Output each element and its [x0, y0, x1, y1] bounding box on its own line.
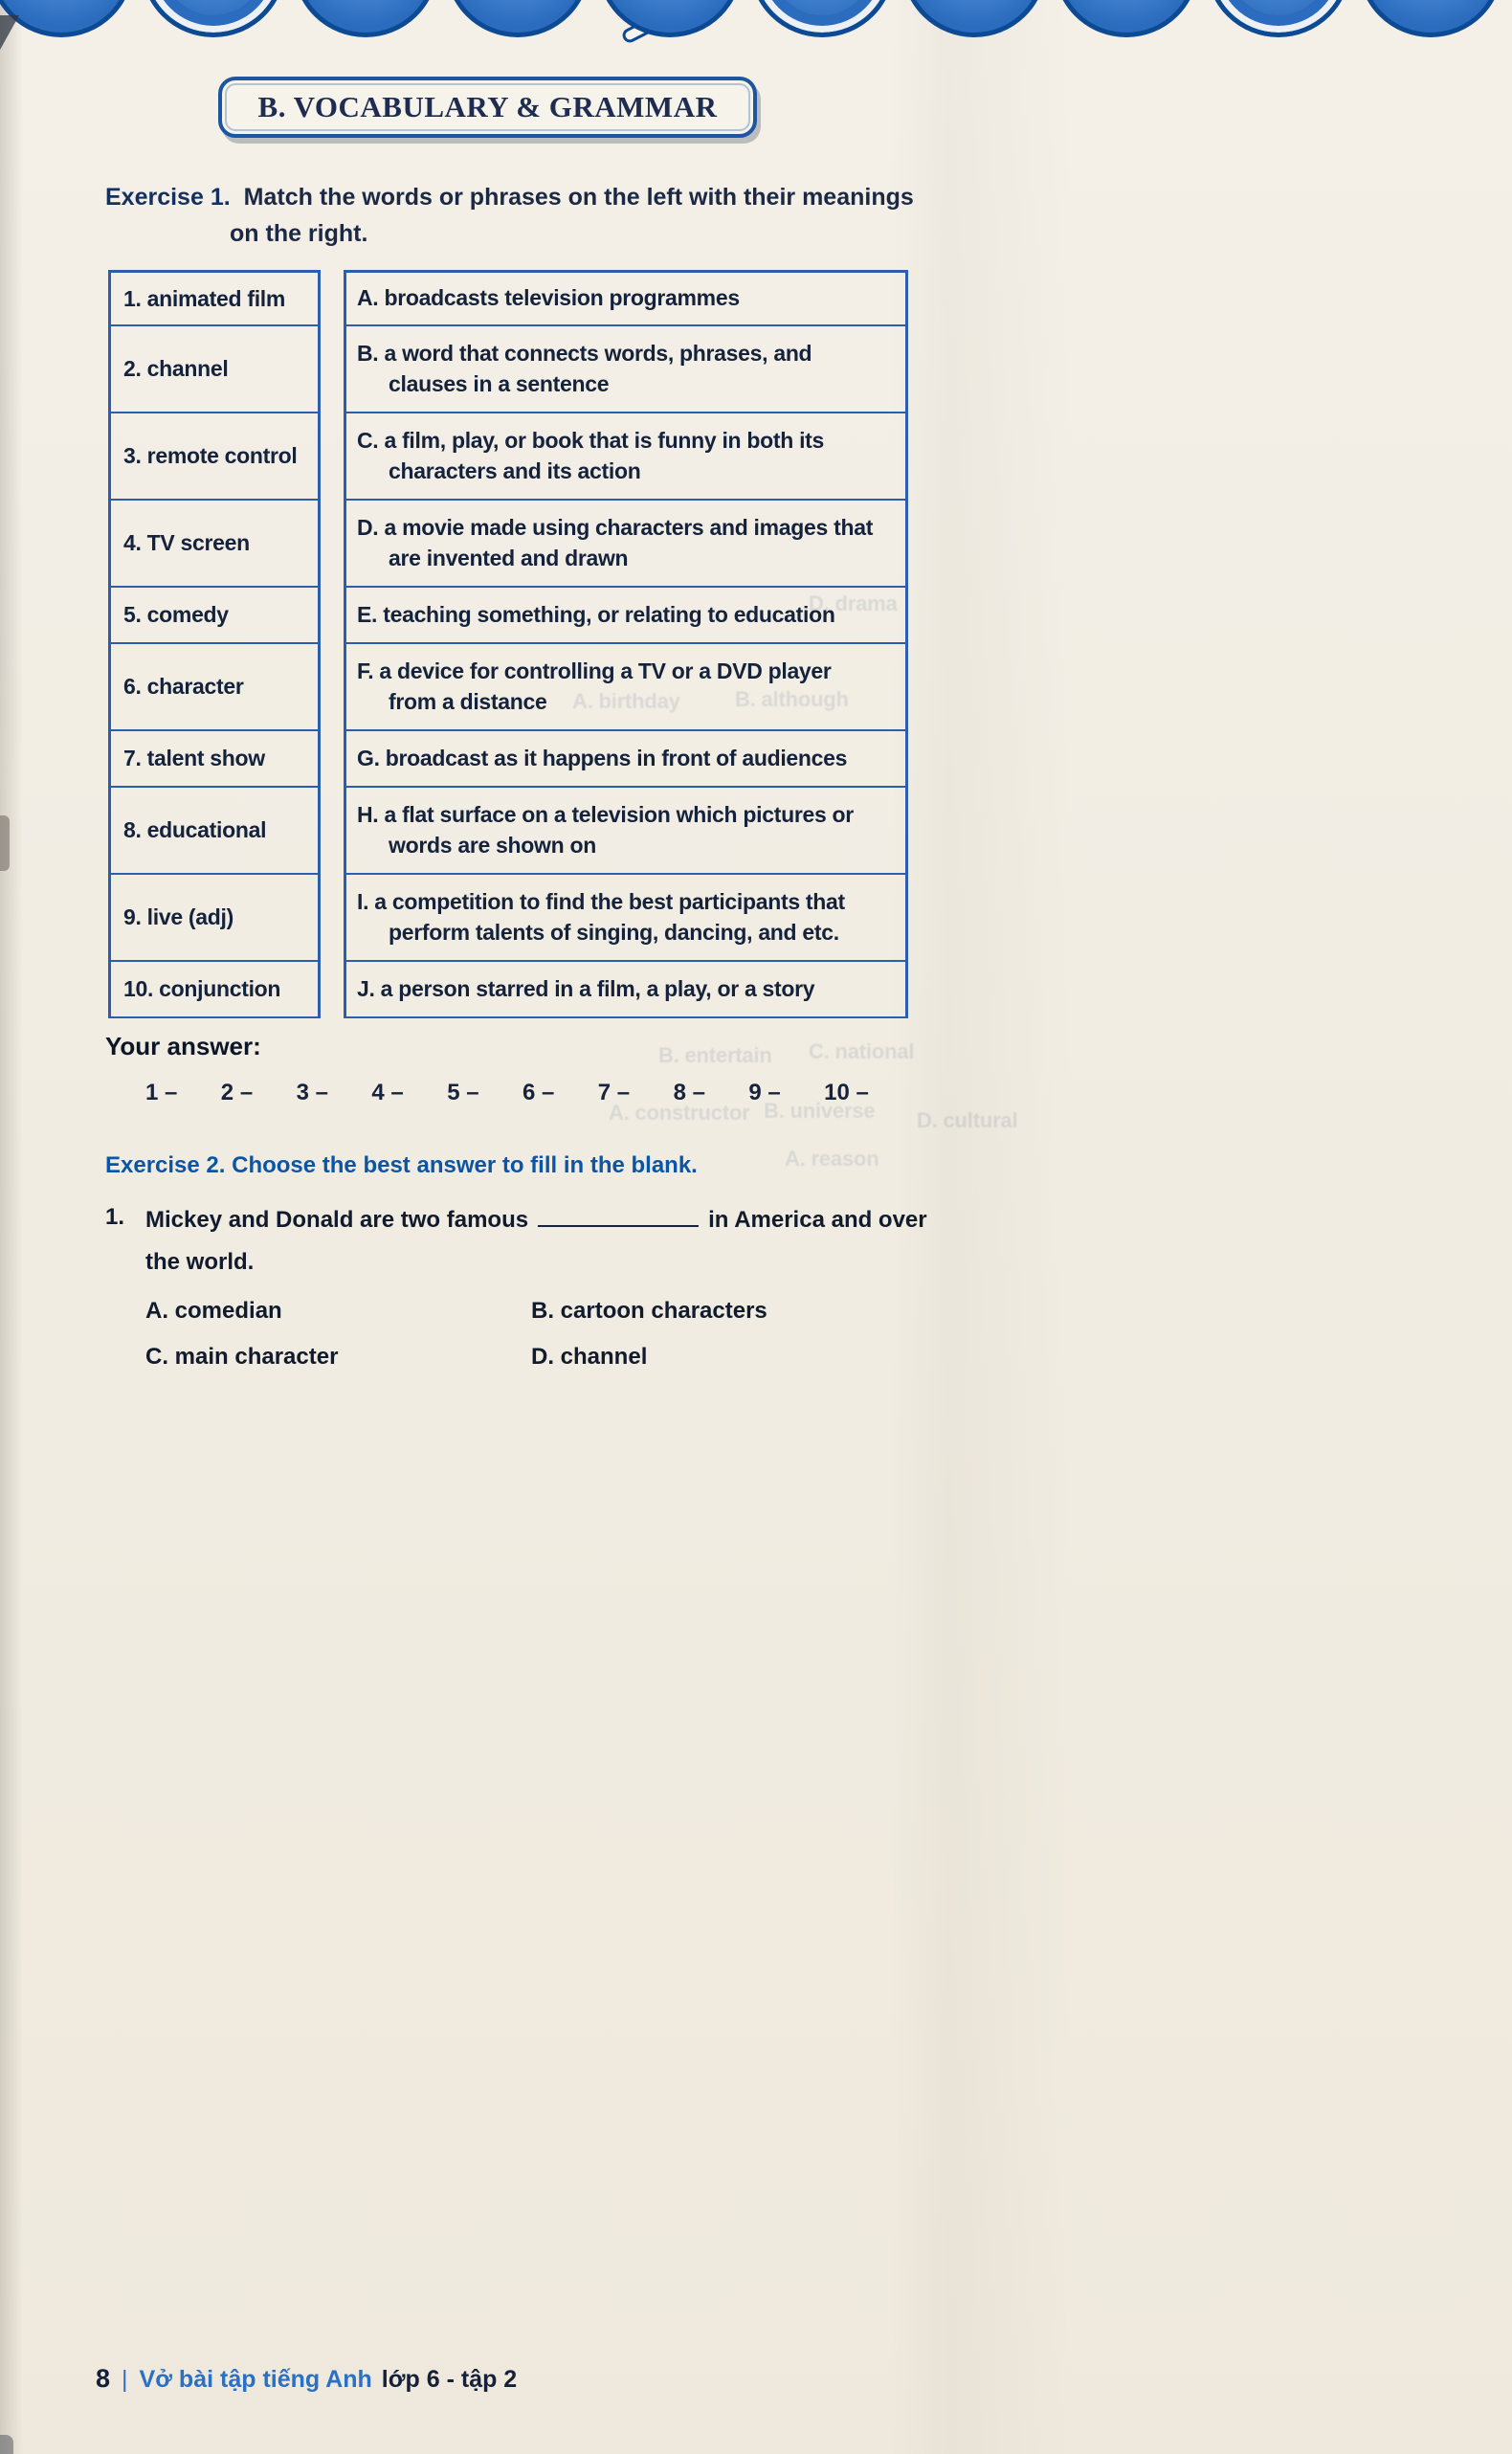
section-title-box — [218, 77, 757, 138]
match-right-cell — [344, 326, 908, 413]
match-right-item-text: characters and its action — [389, 457, 641, 483]
bleedthrough-text: C. national — [809, 1039, 915, 1063]
bleedthrough-text: D. drama — [809, 591, 898, 615]
match-column-gap — [321, 501, 344, 588]
question-number: 1. — [105, 1204, 125, 1230]
match-right-cell — [344, 270, 908, 326]
match-left-cell — [108, 501, 321, 588]
option-a: A. comedian — [145, 1298, 282, 1324]
match-left-cell — [108, 326, 321, 413]
exercise1-instructions-line2: on the right. — [230, 220, 368, 247]
bleedthrough-text: D. cultural — [917, 1108, 1018, 1132]
match-left-cell — [108, 644, 321, 731]
scallop-circle — [901, 0, 1047, 37]
scan-corner-smudge — [0, 2435, 13, 2454]
match-right-cell — [344, 731, 908, 788]
page-corner-mark — [0, 15, 19, 50]
answer-blank: 4 – — [371, 1080, 404, 1105]
match-right-item-text: I. a competition to find the best participants that — [357, 888, 845, 914]
match-right-item-text: F. a device for controlling a TV or a DVD player — [357, 658, 832, 683]
answer-blank: 1 – — [145, 1080, 178, 1105]
match-column-gap — [321, 326, 344, 413]
question-text — [145, 1204, 947, 1276]
question-1 — [105, 1204, 947, 1276]
match-right-item-text: perform talents of singing, dancing, and etc. — [389, 919, 839, 945]
book-title: Vở bài tập tiếng Anh — [139, 2366, 372, 2393]
match-right-cell — [344, 413, 908, 501]
match-right-item-text: J. a person starred in a film, a play, or a story — [357, 975, 815, 1001]
match-left-cell — [108, 270, 321, 326]
answer-blank: 3 – — [296, 1080, 328, 1105]
match-left-cell — [108, 962, 321, 1018]
question-text-line2: the world. — [145, 1249, 255, 1275]
bleedthrough-text: B. although — [735, 687, 849, 711]
bleedthrough-text: A. reason — [785, 1147, 879, 1171]
book-volume: lớp 6 - tập 2 — [381, 2366, 518, 2393]
match-right-cell — [344, 962, 908, 1018]
match-right-item-text: C. a film, play, or book that is funny in both its — [357, 427, 825, 453]
match-right-item-text: are invented and drawn — [389, 545, 629, 570]
match-column-gap — [321, 588, 344, 644]
match-left-item-text: 3. remote control — [123, 443, 298, 468]
answer-blank: 2 – — [220, 1080, 254, 1105]
your-answer-label: Your answer: — [105, 1032, 261, 1060]
option-b: B. cartoon characters — [531, 1298, 767, 1324]
match-table — [108, 270, 908, 1018]
match-left-item-text: 9. live (adj) — [123, 904, 233, 929]
footer-separator: | — [122, 2366, 128, 2393]
match-left-cell — [108, 588, 321, 644]
page-number: 8 — [96, 2364, 111, 2393]
option-c: C. main character — [145, 1344, 339, 1370]
match-column-gap — [321, 875, 344, 962]
scallop-circle — [1358, 0, 1503, 37]
answer-blank: 6 – — [522, 1080, 555, 1105]
question-text-after-blank: in America and over — [708, 1207, 927, 1233]
match-left-item-text: 7. talent show — [123, 746, 265, 770]
match-right-item-text: B. a word that connects words, phrases, and — [357, 340, 812, 366]
scallop-circle — [445, 0, 590, 37]
match-column-gap — [321, 413, 344, 501]
match-left-item-text: 4. TV screen — [123, 530, 250, 555]
page-footer — [96, 2364, 517, 2394]
match-left-item-text: 5. comedy — [123, 602, 229, 627]
options-grid — [145, 1298, 933, 1371]
match-column-gap — [321, 731, 344, 788]
answer-blank: 10 – — [824, 1080, 869, 1105]
scallop-circle — [749, 0, 895, 37]
bleedthrough-text: A. constructor — [609, 1101, 750, 1125]
match-right-item-text: H. a flat surface on a television which pictures or — [357, 801, 854, 827]
scallop-circle — [293, 0, 438, 37]
scallop-circle — [141, 0, 286, 37]
answer-blanks-row — [145, 1080, 869, 1106]
match-left-cell — [108, 731, 321, 788]
bleedthrough-text: A. birthday — [572, 689, 680, 713]
match-right-item-text: D. a movie made using characters and images that — [357, 514, 874, 540]
match-column-gap — [321, 270, 344, 326]
match-right-item-text: from a distance — [389, 688, 547, 714]
fill-in-blank-line — [538, 1204, 699, 1227]
match-right-item-text: E. teaching something, or relating to education — [357, 601, 835, 627]
match-column-gap — [321, 788, 344, 875]
question-text-before-blank: Mickey and Donald are two famous — [145, 1207, 529, 1233]
section-title: B. VOCABULARY & GRAMMAR — [257, 90, 718, 123]
exercise2-heading: Exercise 2. Choose the best answer to fill in the blank. — [105, 1152, 698, 1178]
exercise1-heading — [105, 184, 914, 248]
match-left-item-text: 6. character — [123, 674, 244, 699]
scallop-circle — [597, 0, 743, 37]
answer-blank: 7 – — [597, 1080, 631, 1105]
exercise1-instructions-line1: Match the words or phrases on the left with their meanings — [243, 184, 914, 211]
exercise1-heading-line1 — [105, 184, 914, 212]
option-d: D. channel — [531, 1344, 648, 1370]
match-left-item-text: 2. channel — [123, 356, 229, 381]
match-left-item-text: 10. conjunction — [123, 976, 281, 1001]
match-right-cell — [344, 875, 908, 962]
match-left-item-text: 1. animated film — [123, 285, 286, 311]
match-left-cell — [108, 413, 321, 501]
match-right-item-text: G. broadcast as it happens in front of audiences — [357, 745, 848, 770]
bleedthrough-text: B. universe — [764, 1099, 876, 1123]
scallop-circle — [1054, 0, 1199, 37]
match-column-gap — [321, 644, 344, 731]
answer-blank: 5 – — [447, 1080, 479, 1105]
match-right-cell — [344, 788, 908, 875]
match-right-item-text: words are shown on — [389, 832, 596, 858]
scallop-circle — [1206, 0, 1351, 37]
match-right-item-text: clauses in a sentence — [389, 370, 610, 396]
match-right-item-text: A. broadcasts television programmes — [357, 285, 740, 311]
scallop-circle — [0, 0, 134, 37]
scan-edge-smudge — [0, 815, 10, 871]
match-left-cell — [108, 788, 321, 875]
match-right-cell — [344, 501, 908, 588]
match-column-gap — [321, 962, 344, 1018]
match-left-cell — [108, 875, 321, 962]
match-left-item-text: 8. educational — [123, 817, 267, 842]
exercise1-label: Exercise 1. — [105, 184, 231, 211]
answer-blank: 9 – — [748, 1080, 781, 1105]
question-text-line1 — [145, 1204, 947, 1234]
bleedthrough-text: B. entertain — [658, 1043, 772, 1067]
answer-blank: 8 – — [673, 1080, 705, 1105]
decorative-top-border — [0, 0, 1512, 69]
